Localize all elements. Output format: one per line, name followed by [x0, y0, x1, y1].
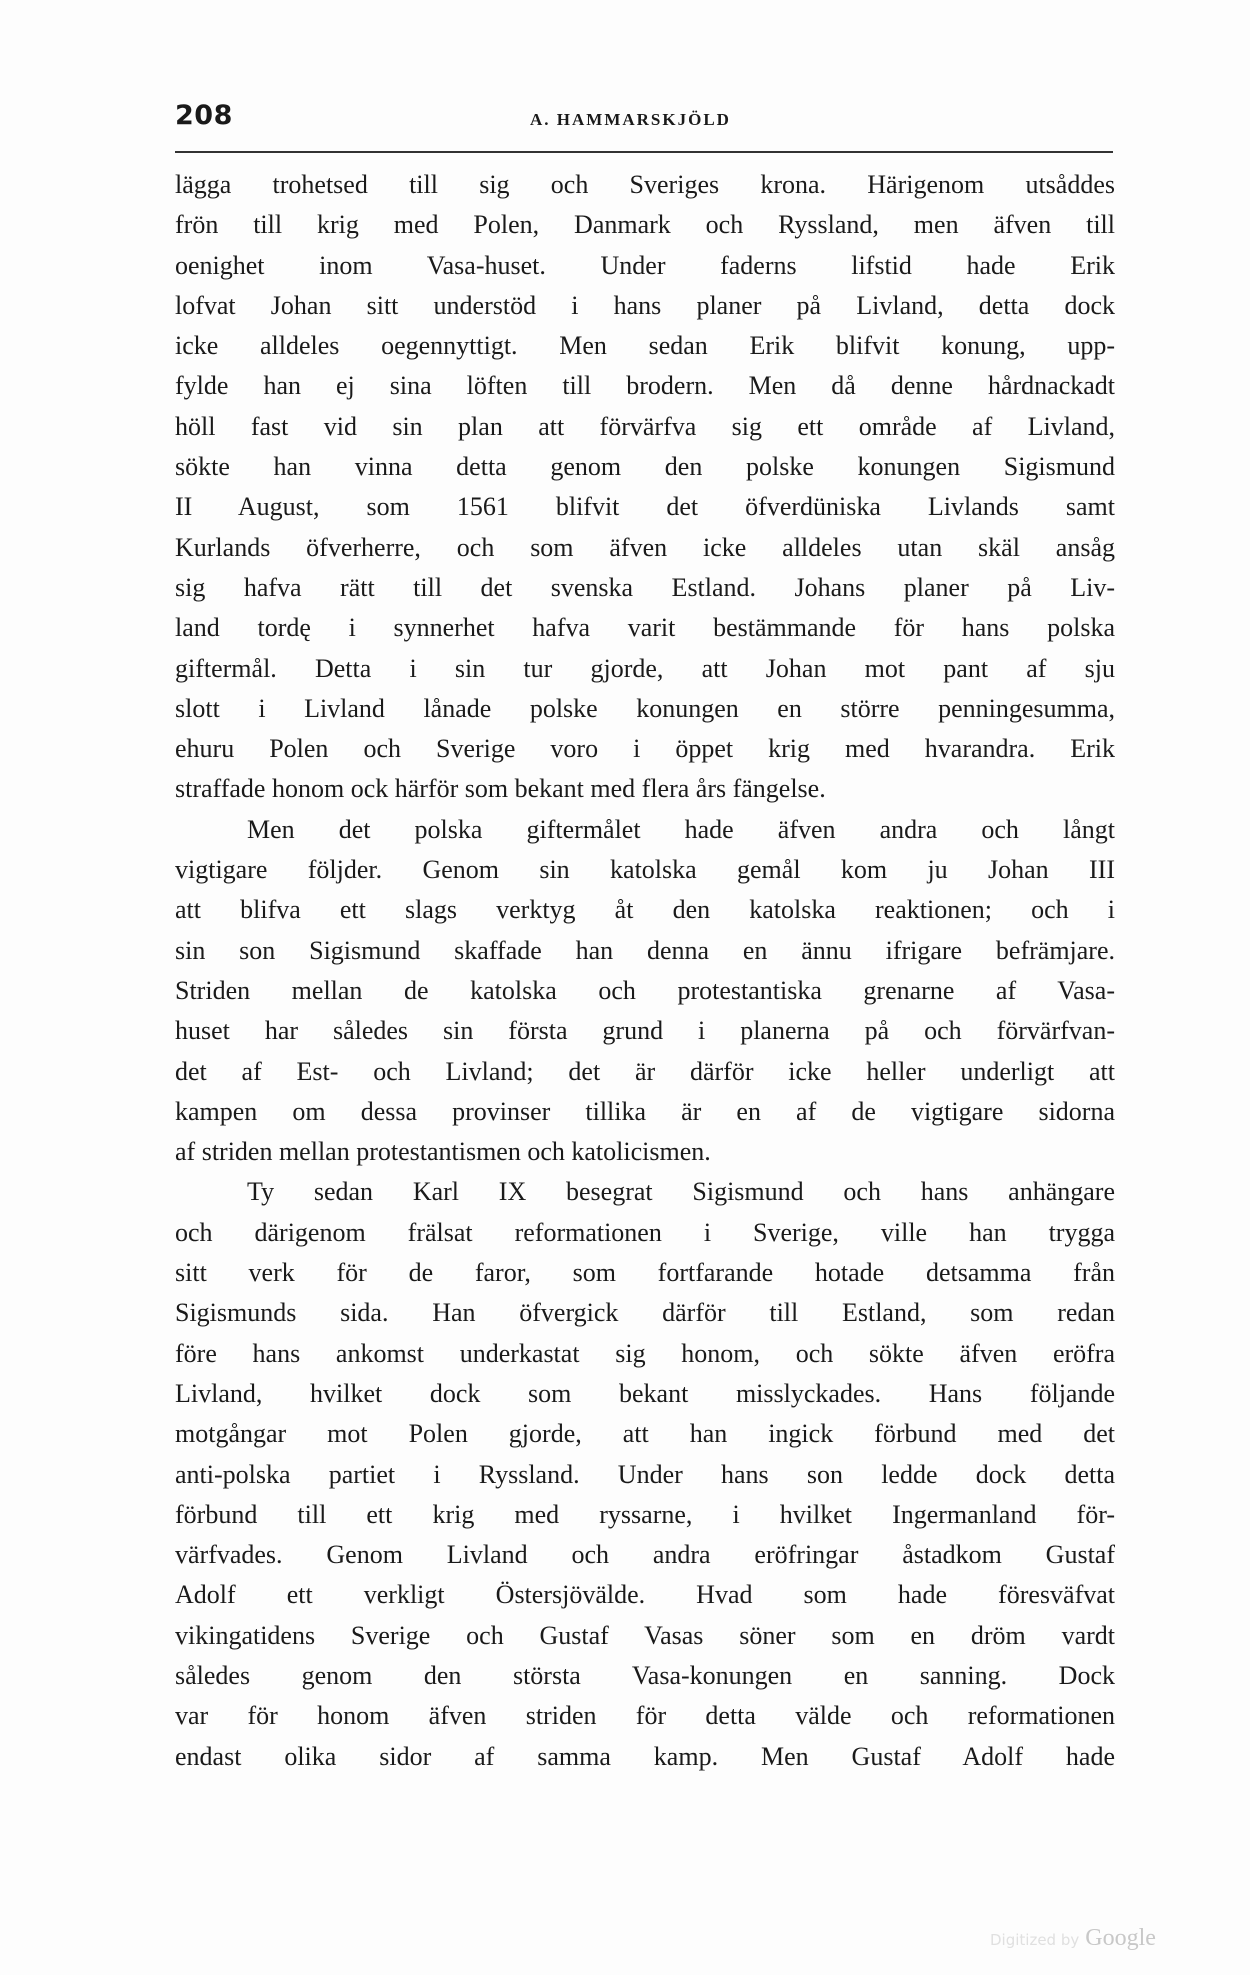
text-line: huset har således sin första grund i planerna på och förvärfvan-: [175, 1016, 1115, 1046]
text-line: och därigenom frälsat reformationen i Sverige, ville han trygga: [175, 1217, 1115, 1247]
text-line: Ty sedan Karl IX besegrat Sigismund och hans anhängare: [247, 1177, 1115, 1207]
text-line: anti-polska partiet i Ryssland. Under hans son ledde dock detta: [175, 1459, 1115, 1489]
text-line: Men det polska giftermålet hade äfven andra och långt: [247, 814, 1115, 844]
text-line: Adolf ett verkligt Östersjövälde. Hvad som hade föresväfvat: [175, 1580, 1115, 1610]
text-line: II August, som 1561 blifvit det öfverdüniska Livlands samt: [175, 492, 1115, 522]
text-line: vigtigare följder. Genom sin katolska gemål kom ju Johan III: [175, 855, 1115, 885]
text-line: värfvades. Genom Livland och andra eröfringar åstadkom Gustaf: [175, 1540, 1115, 1570]
text-line: vikingatidens Sverige och Gustaf Vasas söner som en dröm vardt: [175, 1620, 1115, 1650]
text-line: Livland, hvilket dock som bekant misslyckades. Hans följande: [175, 1378, 1115, 1408]
text-line: förbund till ett krig med ryssarne, i hvilket Ingermanland för-: [175, 1499, 1115, 1529]
text-line: straffade honom ock härför som bekant med flera års fängelse.: [175, 774, 826, 804]
running-head: [175, 100, 1113, 140]
text-line: sitt verk för de faror, som fortfarande hotade detsamma från: [175, 1258, 1115, 1288]
text-line: var för honom äfven striden för detta välde och reformationen: [175, 1701, 1115, 1731]
text-line: sig hafva rätt till det svenska Estland. Johans planer på Liv-: [175, 572, 1115, 602]
text-line: lägga trohetsed till sig och Sveriges krona. Härigenom utsåddes: [175, 170, 1115, 199]
text-line: frön till krig med Polen, Danmark och Ryssland, men äfven till: [175, 210, 1115, 240]
header-rule: [175, 151, 1113, 153]
watermark-brand: Google: [1085, 1925, 1156, 1951]
text-line: giftermål. Detta i sin tur gjorde, att Johan mot pant af sju: [175, 653, 1115, 683]
text-line: fylde han ej sina löften till brodern. Men då denne hårdnackadt: [175, 371, 1115, 401]
text-line: Sigismunds sida. Han öfvergick därför till Estland, som redan: [175, 1298, 1115, 1328]
text-line: oenighet inom Vasa-huset. Under faderns lifstid hade Erik: [175, 250, 1115, 280]
text-line: land tordę i synnerhet hafva varit bestämmande för hans polska: [175, 613, 1115, 643]
text-line: det af Est- och Livland; det är därför icke heller underligt att: [175, 1056, 1115, 1086]
text-line: att blifva ett slags verktyg åt den katolska reaktionen; och i: [175, 895, 1115, 925]
text-line: höll fast vid sin plan att förvärfva sig ett område af Livland,: [175, 411, 1115, 441]
text-line: Kurlands öfverherre, och som äfven icke alldeles utan skäl ansåg: [175, 532, 1115, 562]
text-line: motgångar mot Polen gjorde, att han ingick förbund med det: [175, 1419, 1115, 1449]
text-line: ehuru Polen och Sverige voro i öppet krig med hvarandra. Erik: [175, 734, 1115, 764]
text-line: lofvat Johan sitt understöd i hans planer på Livland, detta dock: [175, 290, 1115, 320]
page-number: 208: [175, 100, 233, 131]
watermark-prefix: Digitized by: [990, 1931, 1080, 1949]
text-line: före hans ankomst underkastat sig honom, och sökte äfven eröfra: [175, 1338, 1115, 1368]
text-line: icke alldeles oegennyttigt. Men sedan Erik blifvit konung, upp-: [175, 331, 1115, 361]
digitized-by-watermark: [990, 1925, 1156, 1952]
running-title: A. HAMMARSKJÖLD: [530, 110, 731, 129]
text-line: således genom den största Vasa-konungen en sanning. Dock: [175, 1660, 1115, 1690]
text-line: af striden mellan protestantismen och katolicismen.: [175, 1137, 711, 1167]
text-line: kampen om dessa provinser tillika är en af de vigtigare sidorna: [175, 1096, 1115, 1126]
body-text: [175, 165, 1115, 1777]
text-line: sin son Sigismund skaffade han denna en ännu ifrigare befrämjare.: [175, 935, 1115, 965]
text-line: Striden mellan de katolska och protestantiska grenarne af Vasa-: [175, 975, 1115, 1005]
text-line: endast olika sidor af samma kamp. Men Gustaf Adolf hade: [175, 1741, 1115, 1771]
text-line: slott i Livland lånade polske konungen en större penningesumma,: [175, 693, 1115, 723]
text-line: sökte han vinna detta genom den polske konungen Sigismund: [175, 452, 1115, 482]
